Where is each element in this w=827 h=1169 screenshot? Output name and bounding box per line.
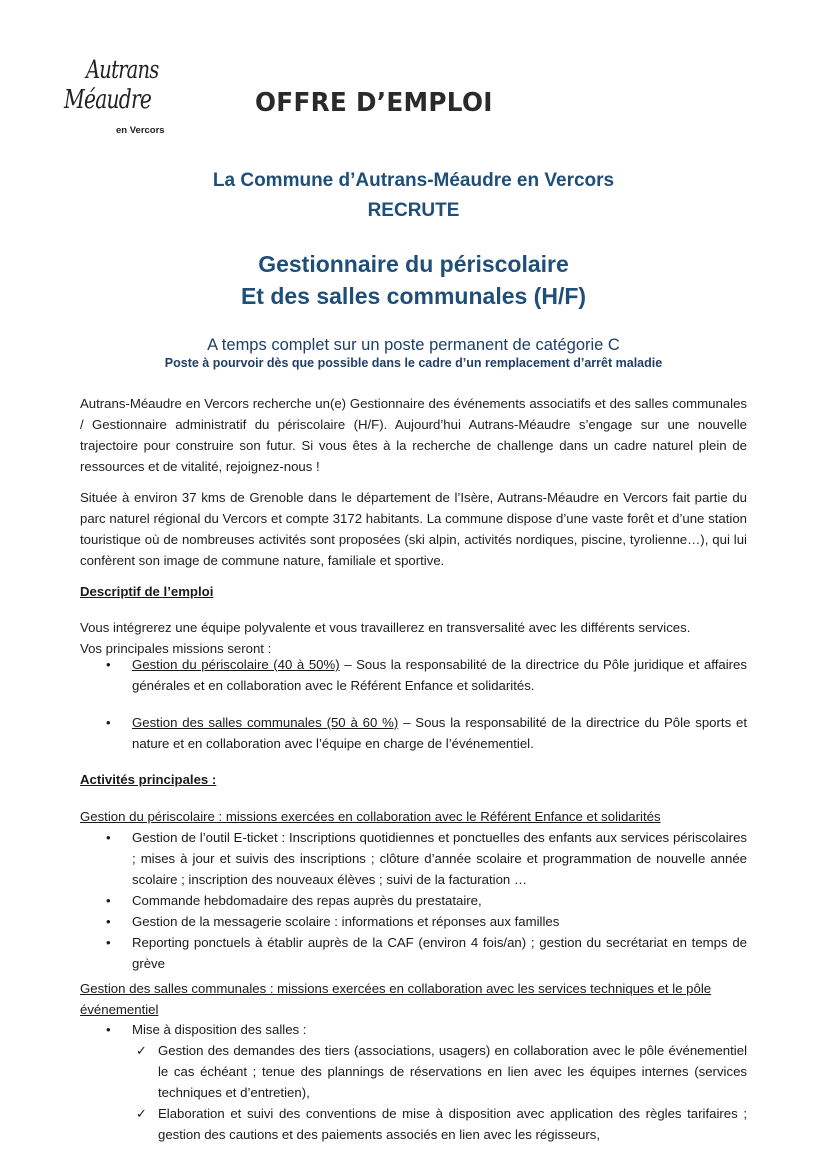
salles-list <box>80 1019 747 1145</box>
bullet-icon: • <box>106 657 111 672</box>
periscolaire-subtitle: Gestion du périscolaire : missions exercées en collaboration avec le Référent Enfance et solidarités <box>80 809 661 824</box>
bullet-icon: • <box>106 830 111 845</box>
bullet-icon: • <box>106 935 111 950</box>
section-descriptif-title: Descriptif de l’emploi <box>80 584 214 599</box>
list-item-text: Gestion de l’outil E-ticket : Inscriptions quotidiennes et ponctuelles des enfants aux services périscolaires ; mises à jour et suivis des inscriptions ; clôture d’année scolaire et programmation de nouvelle année scolaire ; inscription des nouveaux élèves ; suivi de la facturation … <box>132 830 747 887</box>
mission-text: – Sous la responsabilité de la directrice du Pôle sports et nature et en collaboration avec l’équipe en charge de l’événementiel. <box>132 715 748 751</box>
availability-note: Poste à pourvoir dès que possible dans le cadre d’un remplacement d’arrêt maladie <box>164 356 663 370</box>
contract-type: A temps complet sur un poste permanent de catégorie C <box>207 336 620 354</box>
intro-paragraph: Autrans-Méaudre en Vercors recherche un(e) Gestionnaire des événements associatifs et des salles communales / Gestionnaire administratif du périscolaire (H/F). Aujourd’hui Autrans-Méaudre s’engage sur une nouvelle trajectoire pour construire son futur. Si vous êtes à la recherche de challenge dans un cadre naturel plein de ressources et de vitalité, rejoignez-nous ! <box>80 396 747 474</box>
mission-label: Gestion des salles communales (50 à 60 %) <box>132 715 399 730</box>
list-item-text: Mise à disposition des salles : <box>132 1022 307 1037</box>
list-item <box>80 712 747 754</box>
list-item <box>80 932 747 974</box>
sub-list-item-text: Gestion des demandes des tiers (associations, usagers) en collaboration avec le pôle événementiel le cas échéant ; tenue des plannings de réservations en lien avec les équipes internes (services techniques et d’entretien), <box>158 1043 747 1100</box>
descriptif-intro-line1: Vous intégrerez une équipe polyvalente et vous travaillerez en transversalité avec les différents services. <box>80 620 691 635</box>
list-item-text: Reporting ponctuels à établir auprès de la CAF (environ 4 fois/an) ; gestion du secrétariat en temps de grève <box>132 935 747 971</box>
location-paragraph: Située à environ 37 kms de Grenoble dans le département de l’Isère, Autrans-Méaudre en Vercors fait partie du parc naturel régional du Vercors et compte 3172 habitants. La commune dispose d’une vaste forêt et d’une station touristique où de nombreuses activités sont proposées (ski alpin, activités nordiques, piscine, tyrolienne…), qui lui confèrent son image de commune nature, familiale et sportive. <box>80 490 747 568</box>
document-title: OFFRE D’EMPLOI <box>255 88 493 118</box>
logo-en-vercors: en Vercors <box>116 125 165 136</box>
missions-list <box>80 654 747 754</box>
logo-meaudre: Méaudre <box>64 85 152 115</box>
commune-logo <box>64 55 174 140</box>
checkmark-icon: ✓ <box>136 1106 148 1121</box>
list-item-text: Commande hebdomadaire des repas auprès du prestataire, <box>132 893 482 908</box>
sub-list-item <box>80 1040 747 1103</box>
job-title-line2: Et des salles communales (H/F) <box>240 283 587 309</box>
mission-text: – Sous la responsabilité de la directrice du Pôle juridique et affaires générales et en collaboration avec le Référent Enfance et solidarités. <box>132 657 747 693</box>
salles-subtitle: Gestion des salles communales : missions exercées en collaboration avec les services techniques et le pôle événementiel <box>80 981 712 1017</box>
recrute-heading: RECRUTE <box>367 200 460 221</box>
bullet-icon: • <box>106 893 111 908</box>
sub-list-item-text: Elaboration et suivi des conventions de mise à disposition avec application des règles tarifaires ; gestion des cautions et des paiements associés en lien avec les régisseurs, <box>158 1106 747 1142</box>
logo-autrans: Autrans <box>86 55 159 84</box>
bullet-icon: • <box>106 914 111 929</box>
list-item <box>80 911 747 932</box>
list-item <box>80 654 747 696</box>
commune-heading: La Commune d’Autrans-Méaudre en Vercors <box>212 170 615 191</box>
list-item <box>80 1019 747 1040</box>
mission-label: Gestion du périscolaire (40 à 50%) <box>132 657 340 672</box>
section-activites-title: Activités principales : <box>80 772 217 787</box>
bullet-icon: • <box>106 715 111 730</box>
descriptif-intro <box>80 617 747 659</box>
list-item <box>80 827 747 890</box>
list-item-text: Gestion de la messagerie scolaire : informations et réponses aux familles <box>132 914 560 929</box>
descriptif-intro-line2: Vos principales missions seront : <box>80 641 272 656</box>
checkmark-icon: ✓ <box>136 1043 148 1058</box>
job-title-line1: Gestionnaire du périscolaire <box>258 251 569 277</box>
list-item <box>80 890 747 911</box>
periscolaire-list <box>80 827 747 974</box>
bullet-icon: • <box>106 1022 111 1037</box>
sub-list-item <box>80 1103 747 1145</box>
